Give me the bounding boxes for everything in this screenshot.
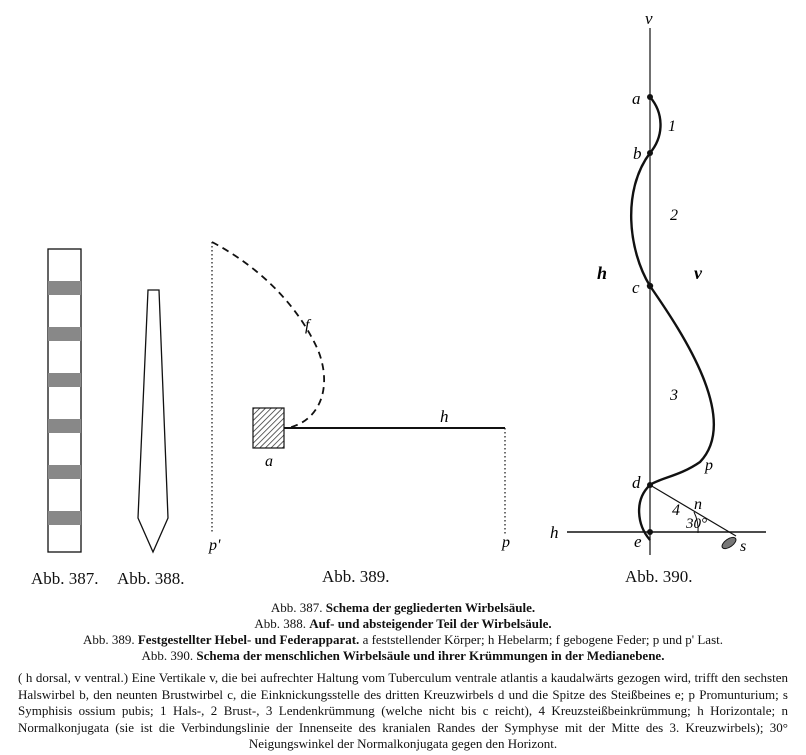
figure-label-390: Abb. 390. (625, 567, 693, 586)
label-2: 2 (670, 207, 678, 224)
label-v-top: v (645, 9, 653, 28)
caption-389-prefix: Abb. 389. (82, 632, 135, 647)
symphysis-mark (720, 535, 738, 551)
caption-389-text: a feststellender Körper; h Hebelarm; f gebogene Feder; p und p' Last. (362, 632, 724, 647)
spine-curvature-diagram (550, 9, 766, 555)
label-n: n (694, 496, 702, 513)
label-s: s (740, 538, 747, 555)
label-p-promontory: p (705, 457, 713, 474)
label-h: h (440, 407, 449, 426)
caption-390-body: ( h dorsal, v ventral.) Eine Vertikale v, die bei aufrechter Haltung vom Tuberculum ventrale atlantis a kaudalwärts gezogen wird, trifft den sechsten Halswirbel b, den neunten Brustwirbel c, die Einknickungsstelle des dritten Kreuzwirbels d und die Spitze des Steißbeines e; p Promunturium; s Symphisis ossium pubis; 1 Hals-, 2 Brust-, 3 Lendenkrümmung (welche nicht bis c reicht), 4 Kreuzsteißbeinkrümmung; h Horizontale; n Normalkonjugata (sie ist die Verbindungslinie der Innenseite des kranialen Randes der Symphyse mit der Mitte des 3. Kreuzwirbels); 30° Neigungswinkel der Normalkonjugata gegen den Horizont. (18, 670, 788, 751)
label-h-dorsal: h (597, 263, 608, 283)
label-3: 3 (670, 387, 678, 404)
label-e: e (634, 532, 642, 551)
caption-387-title: Schema der gegliederten Wirbelsäule. (325, 600, 536, 615)
label-1: 1 (668, 118, 676, 135)
segmented-column (48, 249, 81, 552)
label-c: c (632, 278, 640, 297)
label-f: f (305, 317, 310, 334)
caption-block (0, 600, 806, 753)
label-h-horizontal: h (550, 523, 559, 542)
caption-387-prefix: Abb. 387. (270, 600, 323, 615)
caption-388-prefix: Abb. 388. (254, 616, 306, 631)
caption-387 (0, 600, 806, 616)
label-v-ventral: v (694, 263, 702, 283)
label-b: b (633, 144, 642, 163)
fixing-block (253, 408, 284, 448)
caption-389-title: Festgestellter Hebel- und Federapparat. (137, 632, 360, 647)
tapering-column (138, 290, 168, 552)
figure-label-389: Abb. 389. (322, 567, 390, 586)
label-30deg: 30° (686, 516, 707, 532)
figure-label-387: Abb. 387. (31, 569, 99, 588)
label-a: a (265, 453, 273, 470)
caption-388-title: Auf- und absteigender Teil der Wirbelsäule. (309, 616, 552, 631)
label-4: 4 (672, 502, 680, 519)
caption-390-heading (0, 648, 806, 664)
label-a: a (632, 89, 641, 108)
caption-388 (0, 616, 806, 632)
label-p-prime: p' (209, 537, 221, 554)
label-d: d (632, 473, 641, 492)
label-p: p (502, 534, 510, 551)
lever-spring-apparatus (208, 242, 510, 554)
figure-label-388: Abb. 388. (117, 569, 185, 588)
caption-390-prefix: Abb. 390. (141, 648, 194, 663)
caption-390-title: Schema der menschlichen Wirbelsäule und ihrer Krümmungen in der Medianebene. (196, 648, 665, 663)
caption-389 (0, 632, 806, 648)
